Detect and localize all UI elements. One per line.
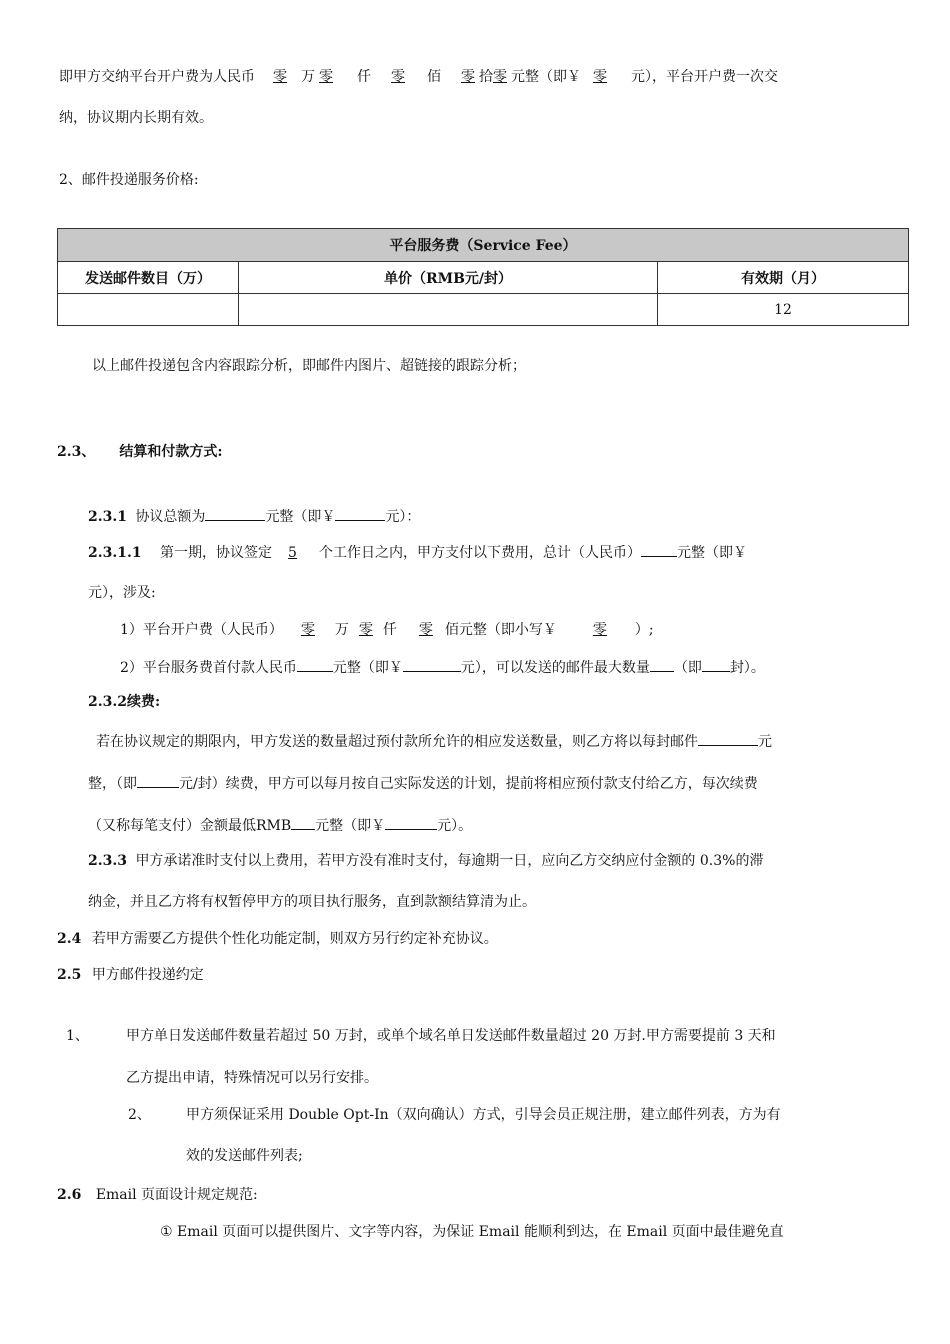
section-2-5 (57, 965, 204, 985)
col-header-count: 发送邮件数目（万） (58, 262, 239, 294)
unit: 拾 (479, 69, 493, 85)
rule-1-line2: 乙方提出申请，特殊情况可以另行安排。 (126, 1070, 378, 1086)
blank-field (335, 505, 385, 521)
section-number: 2.5 (57, 967, 82, 983)
text: 即甲方交纳平台开户费为人民币 (59, 69, 255, 85)
renew-line1 (96, 730, 772, 752)
blank-field (297, 656, 333, 672)
text: 元整（即￥ (315, 818, 386, 834)
section-2-3-3 (88, 851, 763, 871)
col-header-validity: 有效期（月） (658, 262, 909, 294)
blank-field (641, 541, 677, 557)
section-2-6 (57, 1185, 258, 1205)
section-2-4 (57, 929, 498, 949)
section-2-3-1-1-line2: 元），涉及: (88, 585, 156, 601)
amount-qian: 零 (319, 69, 333, 85)
amount-bai: 零 (391, 69, 405, 85)
text: 元），可以发送的邮件最大数量 (460, 660, 650, 676)
text: 元整（即￥ (332, 660, 403, 676)
blank-field (291, 814, 315, 830)
amount-yuan-figure: 零 (593, 69, 607, 85)
section-2-3-1-1 (88, 541, 747, 563)
rule-2-number: 2、 (128, 1107, 151, 1123)
text: 元 (758, 734, 772, 750)
text: 个工作日之内，甲方支付以下费用，总计（人民币） (318, 545, 641, 561)
text: 甲方邮件投递约定 (91, 967, 204, 983)
text: Email 页面设计规定规范: (95, 1187, 258, 1203)
text: 若在协议规定的期限内，甲方发送的数量超过预付款所允许的相应发送数量，则乙方将以每封邮件 (96, 734, 698, 750)
text: 元）： (385, 509, 421, 525)
opening-fee-line (59, 67, 778, 87)
unit: 仟 (357, 69, 371, 85)
rule-2-line1: 甲方须保证采用 Double Opt-In（双向确认）方式，引导会员正规注册，建立邮件列表，方为有 (186, 1107, 781, 1123)
section-2-3-2 (88, 692, 160, 712)
rule-2-line2: 效的发送邮件列表; (186, 1148, 303, 1164)
section-number: 2.3、 (57, 444, 96, 460)
item-opening-fee (120, 620, 654, 640)
section-2-3-3-line2: 纳金，并且乙方将有权暂停甲方的项目执行服务，直到款额结算清为止。 (88, 894, 536, 910)
amount-shi: 零 (461, 69, 475, 85)
table-row (58, 294, 909, 326)
text: 甲方承诺准时支付以上费用，若甲方没有准时支付，每逾期一日，应向乙方交纳应付金额的 0.3%的滞 (135, 853, 764, 869)
section-number: 2.4 (57, 931, 82, 947)
unit: 仟 (382, 622, 397, 638)
text: （又称每笔支付）金额最低RMB (88, 818, 292, 834)
renew-line2 (88, 772, 758, 794)
table-title: 平台服务费（Service Fee） (58, 229, 909, 262)
rule-1-line1: 甲方单日发送邮件数量若超过 50 万封，或单个域名单日发送邮件数量超过 20 万封.甲方需要提前 3 天和 (126, 1028, 776, 1044)
text: 元整（即￥ (676, 545, 747, 561)
amount-yuan: 零 (493, 69, 507, 85)
amount-figure: 零 (592, 622, 607, 638)
text: 若甲方需要乙方提供个性化功能定制，则双方另行约定补充协议。 (91, 931, 498, 947)
tracking-note: 以上邮件投递包含内容跟踪分析，即邮件内图片、超链接的跟踪分析； (92, 358, 526, 374)
unit: 佰 (427, 69, 441, 85)
blank-field (205, 505, 265, 521)
section-number: 2.3.2 (88, 694, 127, 710)
text: 1）平台开户费（人民币） (120, 622, 283, 638)
amount-qian: 零 (358, 622, 373, 638)
rule-1-number: 1、 (66, 1028, 89, 1044)
amount-wan: 零 (273, 69, 287, 85)
section-number: 2.3.1.1 (88, 545, 142, 561)
section-title: 续费: (126, 694, 161, 710)
text: 元），平台开户费一次交 (631, 69, 778, 85)
text: 元/封）续费，甲方可以每月按自己实际发送的计划，提前将相应预付款支付给乙方，每次续费 (179, 776, 758, 792)
opening-fee-line2: 纳，协议期内长期有效。 (59, 110, 213, 126)
text: 元）。 (437, 818, 473, 834)
text: 2）平台服务费首付款人民币 (120, 660, 297, 676)
renew-line3 (88, 814, 472, 836)
days-value: 5 (288, 545, 297, 561)
service-fee-table (57, 228, 909, 326)
text: ）; (634, 622, 654, 638)
text: 元整（即￥ (511, 69, 581, 85)
cell-validity: 12 (658, 294, 909, 326)
blank-field (403, 656, 461, 672)
blank-field (137, 772, 179, 788)
section-number: 2.3.3 (88, 853, 127, 869)
unit: 万 (301, 69, 315, 85)
blank-field (698, 730, 758, 746)
section-number: 2.3.1 (88, 509, 127, 525)
section-2-3 (57, 442, 223, 462)
blank-field (385, 814, 437, 830)
section-2-title: 2、邮件投递服务价格: (59, 172, 199, 188)
section-2-3-1 (88, 505, 420, 527)
text: 元整（即￥ (265, 509, 336, 525)
text: 协议总额为 (135, 509, 206, 525)
text: 第一期，协议签定 (160, 545, 273, 561)
section-title: 结算和付款方式: (119, 444, 223, 460)
section-number: 2.6 (57, 1187, 82, 1203)
text: 佰元整（即小写￥ (444, 622, 557, 638)
text: （即 (673, 660, 702, 676)
text: 封）。 (729, 660, 765, 676)
rule-3-line1: ① Email 页面可以提供图片、文字等内容，为保证 Email 能顺利到达，在 Email 页面中最佳避免直 (160, 1224, 784, 1240)
cell-count (58, 294, 239, 326)
col-header-price: 单价（RMB元/封） (239, 262, 658, 294)
blank-field (650, 656, 674, 672)
blank-field (702, 656, 730, 672)
item-service-fee (120, 656, 765, 678)
text: 整，（即 (88, 776, 137, 792)
cell-price (239, 294, 658, 326)
amount-wan: 零 (300, 622, 315, 638)
unit: 万 (334, 622, 349, 638)
amount-bai: 零 (418, 622, 433, 638)
